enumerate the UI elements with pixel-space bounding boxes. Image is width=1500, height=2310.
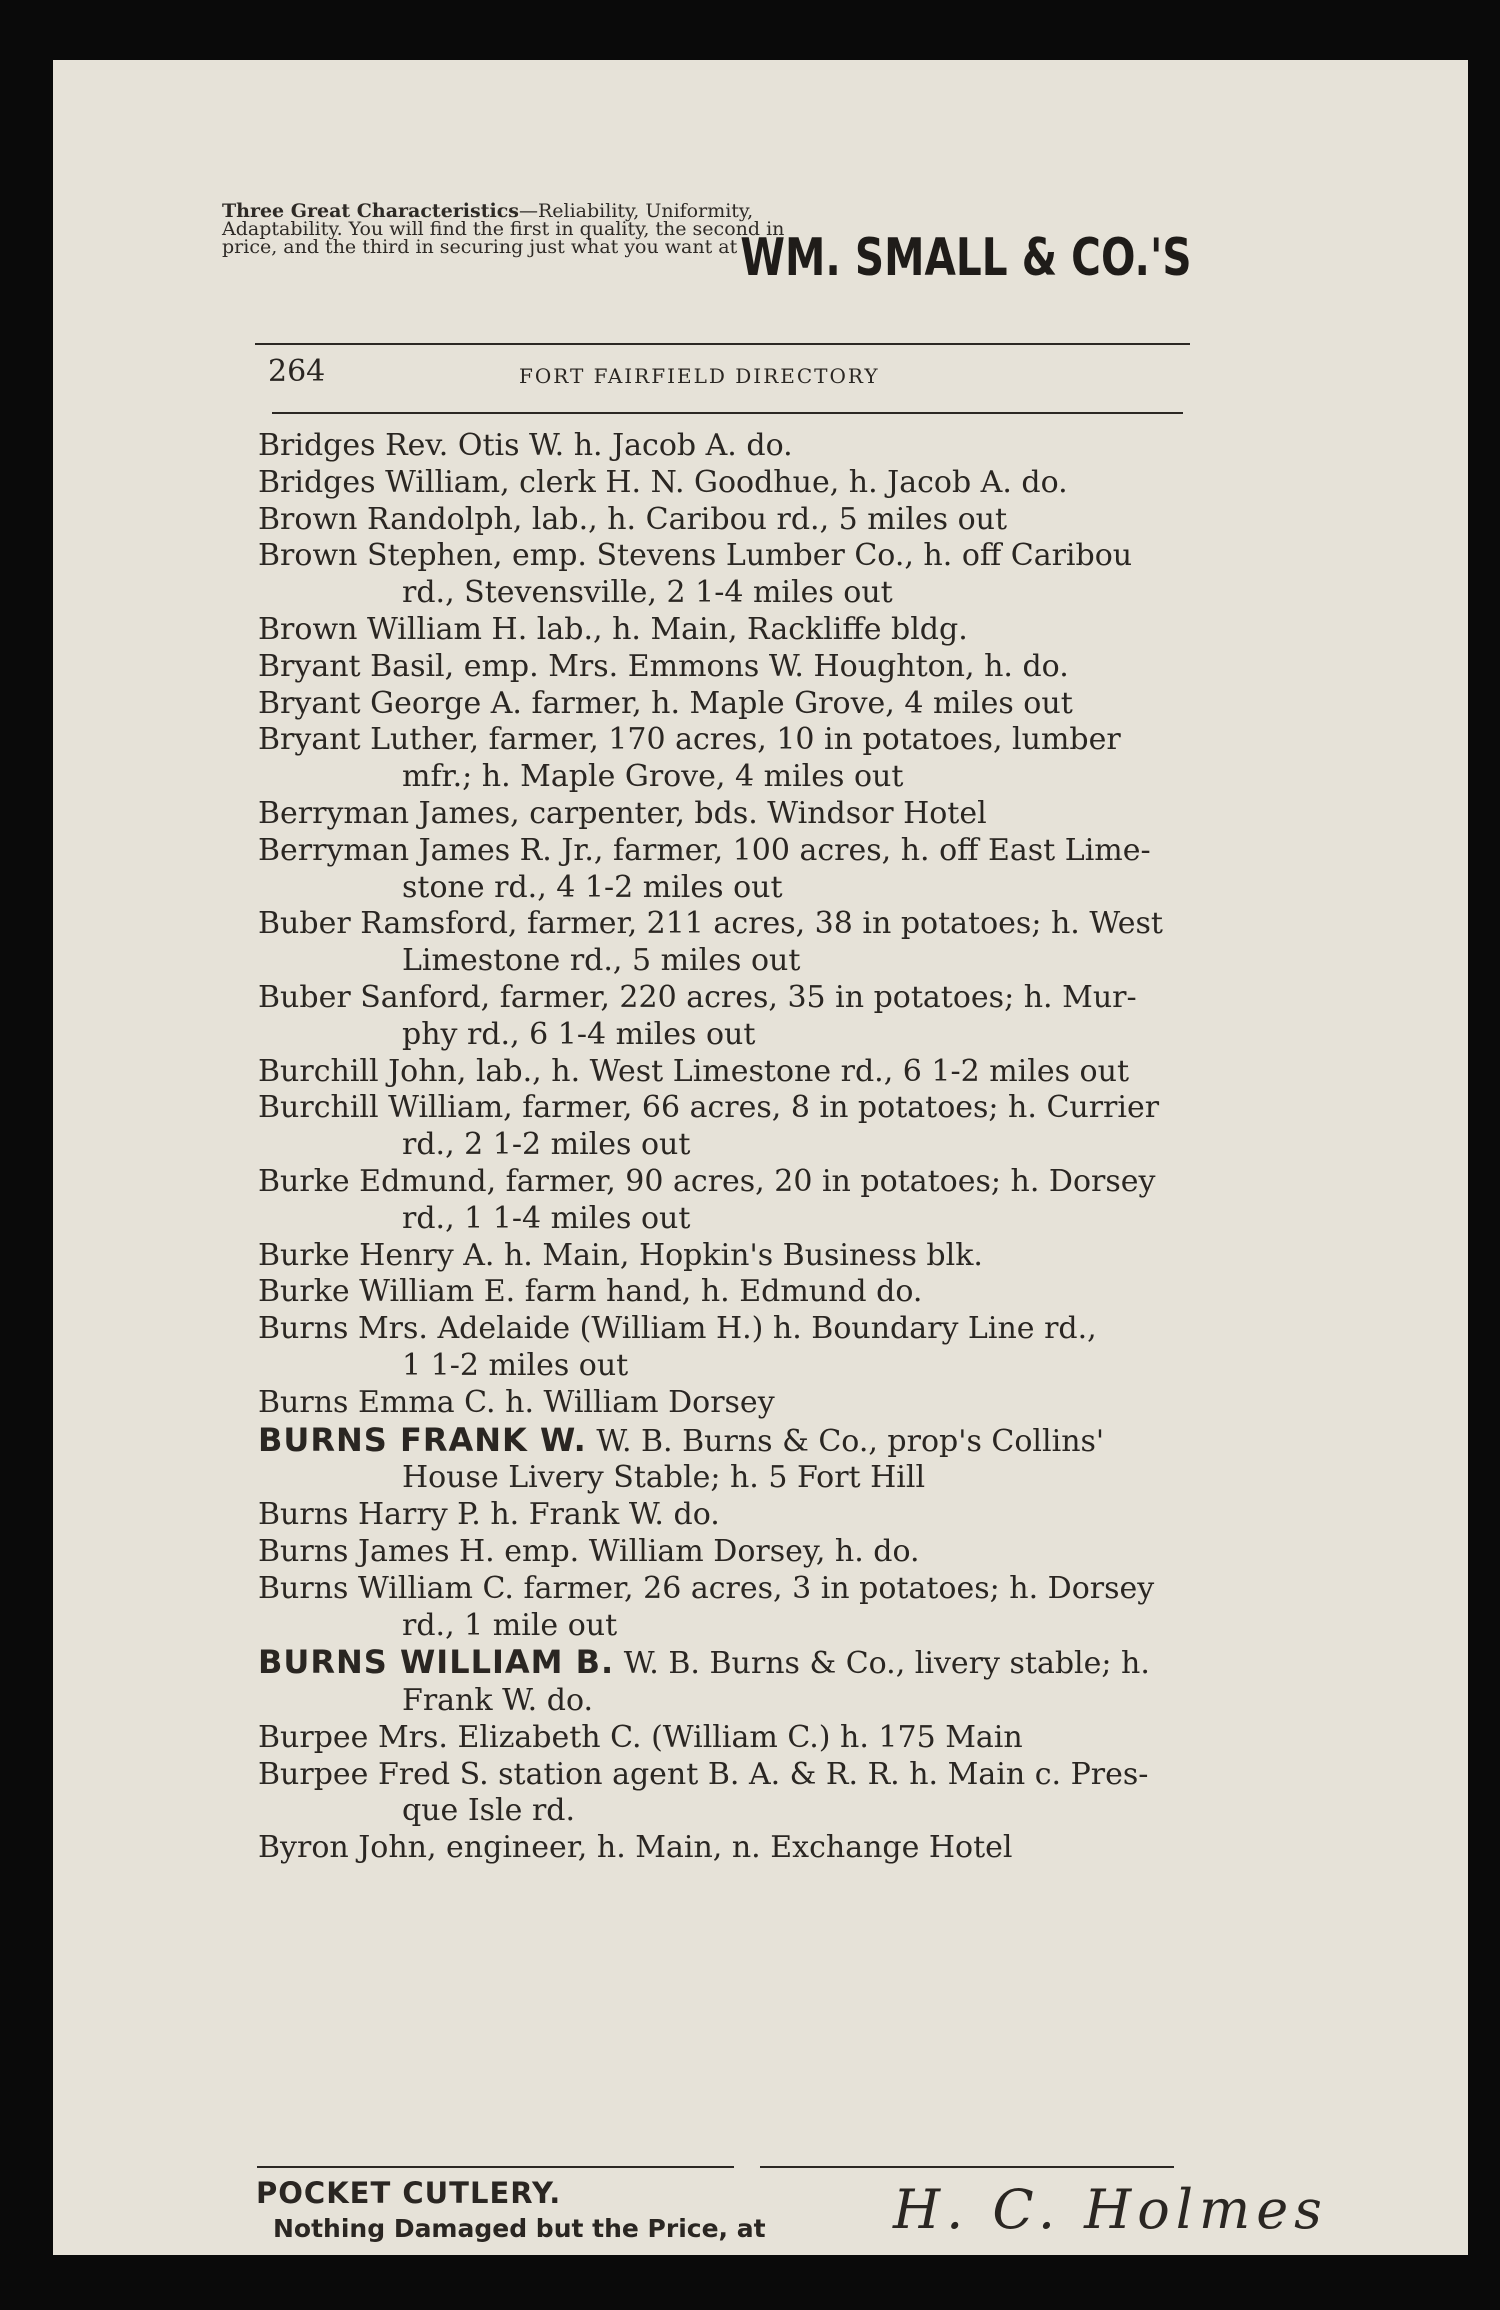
entry-continuation: rd., 1 1-4 miles out (402, 1200, 691, 1236)
directory-entry (258, 1830, 1213, 1867)
directory-entry (258, 1644, 1213, 1720)
directory-entry (258, 833, 1213, 907)
entry-continuation: stone rd., 4 1-2 miles out (402, 869, 783, 905)
entry-first-line: Burns James H. emp. William Dorsey, h. do. (258, 1533, 920, 1569)
entry-first-line: Burns Harry P. h. Frank W. do. (258, 1497, 720, 1533)
ad-brand: WM. SMALL & CO.'S (740, 228, 1192, 288)
directory-entry (258, 1385, 1213, 1422)
entry-first-line: Bryant Luther, farmer, 170 acres, 10 in potatoes, lumber (258, 722, 1121, 758)
ad-bold-lead: Three Great Characteristics (222, 200, 519, 222)
entry-first-line: Burchill William, farmer, 66 acres, 8 in potatoes; h. Currier (258, 1090, 1160, 1126)
directory-entry (258, 1164, 1213, 1238)
entry-continuation: phy rd., 6 1-4 miles out (402, 1016, 756, 1052)
bottom-rule-right (760, 2166, 1174, 2168)
bottom-ad-line1: POCKET CUTLERY. (256, 2176, 562, 2210)
entry-first-line: Burns Emma C. h. William Dorsey (258, 1384, 775, 1420)
entry-bold-name: BURNS FRANK W. (258, 1420, 587, 1459)
top-rule (255, 343, 1190, 345)
directory-entry (258, 538, 1213, 612)
entry-continuation: que Isle rd. (402, 1793, 576, 1829)
header-rule (272, 412, 1183, 414)
directory-entry (258, 1757, 1213, 1831)
directory-entry (258, 906, 1213, 980)
entry-first-line: Brown Stephen, emp. Stevens Lumber Co., h. off Caribou (258, 538, 1133, 574)
entry-first-line: Burke William E. farm hand, h. Edmund do. (258, 1274, 923, 1310)
entry-continuation: rd., 1 mile out (402, 1607, 618, 1643)
directory-entry (258, 1054, 1213, 1091)
directory-entry (258, 465, 1213, 502)
entry-first-line: Bridges William, clerk H. N. Goodhue, h. Jacob A. do. (258, 464, 1068, 500)
entry-first-line: Berryman James, carpenter, bds. Windsor Hotel (258, 795, 987, 831)
entry-first-line: Brown William H. lab., h. Main, Rackliffe bldg. (258, 611, 968, 647)
directory-entry (258, 980, 1213, 1054)
ad-lead-text: —Reliability, Uniformity, Adaptability. You will find the first in quality, the second in price, and the third in securing just what you want at (222, 200, 785, 258)
directory-entry (258, 686, 1213, 723)
directory-entry (258, 796, 1213, 833)
entry-first-line: W. B. Burns & Co., livery stable; h. (614, 1646, 1150, 1682)
directory-entry (258, 1497, 1213, 1534)
entry-first-line: Berryman James R. Jr., farmer, 100 acres, h. off East Lime- (258, 832, 1151, 868)
entry-continuation: 1 1-2 miles out (402, 1347, 629, 1383)
bottom-ad-line2: Nothing Damaged but the Price, at (273, 2214, 766, 2243)
directory-entry (258, 612, 1213, 649)
directory-entry (258, 428, 1213, 465)
entry-first-line: Brown Randolph, lab., h. Caribou rd., 5 miles out (258, 501, 1008, 537)
directory-entry (258, 649, 1213, 686)
entry-first-line: W. B. Burns & Co., prop's Collins' (586, 1423, 1105, 1459)
page-header (268, 354, 1200, 394)
entry-first-line: Burpee Mrs. Elizabeth C. (William C.) h. 175 Main (258, 1719, 1023, 1755)
bottom-rule-left (257, 2166, 734, 2168)
directory-entry (258, 1311, 1213, 1385)
entry-first-line: Byron John, engineer, h. Main, n. Exchange Hotel (258, 1830, 1013, 1866)
directory-entry (258, 1422, 1213, 1498)
top-advertisement (222, 190, 1192, 340)
entry-continuation: Limestone rd., 5 miles out (402, 943, 801, 979)
entry-first-line: Buber Sanford, farmer, 220 acres, 35 in potatoes; h. Mur- (258, 979, 1137, 1015)
directory-entry (258, 502, 1213, 539)
entry-continuation: mfr.; h. Maple Grove, 4 miles out (402, 759, 904, 795)
holmes-signature: H. C. Holmes (893, 2178, 1328, 2241)
ad-copy (222, 202, 822, 256)
entry-continuation: House Livery Stable; h. 5 Fort Hill (402, 1460, 926, 1496)
entry-first-line: Bryant George A. farmer, h. Maple Grove, 4 miles out (258, 685, 1073, 721)
entry-first-line: Burns Mrs. Adelaide (William H.) h. Boundary Line rd., (258, 1311, 1097, 1347)
directory-entry (258, 1238, 1213, 1275)
entry-first-line: Burchill John, lab., h. West Limestone rd., 6 1-2 miles out (258, 1053, 1129, 1089)
entry-first-line: Bridges Rev. Otis W. h. Jacob A. do. (258, 428, 793, 463)
entry-first-line: Burke Henry A. h. Main, Hopkin's Business blk. (258, 1237, 983, 1273)
entry-first-line: Buber Ramsford, farmer, 211 acres, 38 in potatoes; h. West (258, 906, 1163, 942)
directory-entry (258, 722, 1213, 796)
running-head: FORT FAIRFIELD DIRECTORY (519, 364, 880, 388)
directory-entry (258, 1534, 1213, 1571)
directory-entry (258, 1090, 1213, 1164)
entry-first-line: Bryant Basil, emp. Mrs. Emmons W. Houghton, h. do. (258, 648, 1069, 684)
page-number: 264 (268, 354, 326, 389)
entry-continuation: Frank W. do. (402, 1683, 594, 1719)
entry-first-line: Burns William C. farmer, 26 acres, 3 in potatoes; h. Dorsey (258, 1570, 1155, 1606)
entry-continuation: rd., Stevensville, 2 1-4 miles out (402, 575, 893, 611)
entry-first-line: Burke Edmund, farmer, 90 acres, 20 in potatoes; h. Dorsey (258, 1163, 1156, 1199)
directory-entry (258, 1274, 1213, 1311)
directory-entries (258, 428, 1213, 1867)
entry-bold-name: BURNS WILLIAM B. (258, 1643, 615, 1682)
directory-entry (258, 1571, 1213, 1645)
entry-continuation: rd., 2 1-2 miles out (402, 1127, 691, 1163)
entry-first-line: Burpee Fred S. station agent B. A. & R. R. h. Main c. Pres- (258, 1756, 1149, 1792)
directory-entry (258, 1720, 1213, 1757)
